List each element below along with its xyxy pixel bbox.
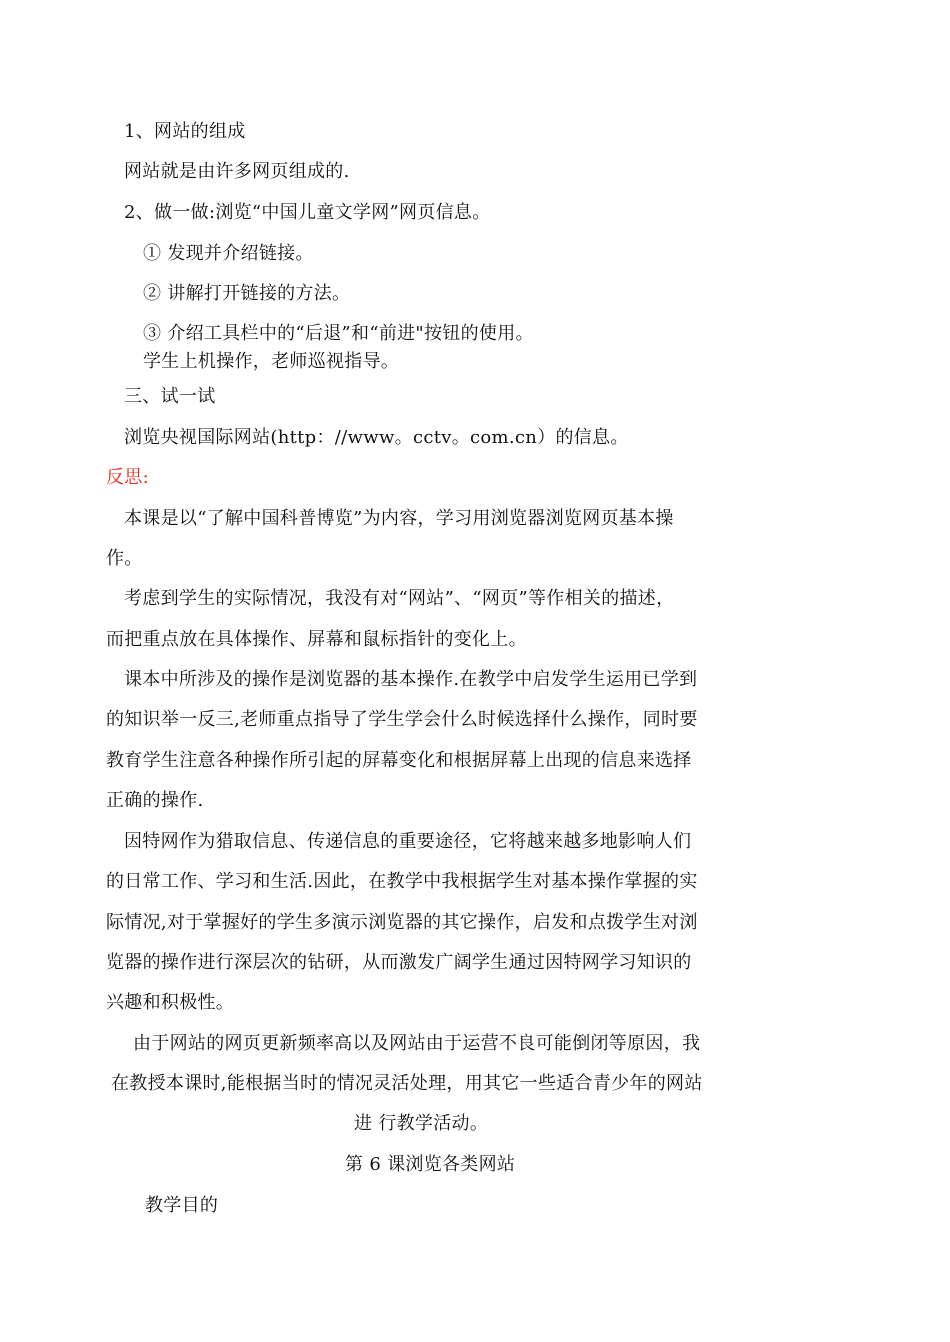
reflection-p3-line-1: 课本中所涉及的操作是浏览器的基本操作.在教学中启发学生运用已学到 [124, 669, 698, 690]
section1-heading: 1、网站的组成 [124, 121, 246, 142]
section2-heading: 2、做一做:浏览“中国儿童文学网”网页信息。 [124, 202, 491, 223]
reflection-p4-line-1: 因特网作为猎取信息、传递信息的重要途径，它将越来越多地影响人们 [124, 831, 692, 852]
reflection-p4-line-2: 的日常工作、学习和生活.因此，在教学中我根据学生对基本操作掌握的实 [106, 871, 698, 892]
reflection-label: 反思: [106, 467, 149, 488]
section3-text: 浏览央视国际网站(http：//www。cctv。com.cn）的信息。 [124, 427, 629, 448]
reflection-p5-line-3: 进 行教学活动。 [354, 1113, 489, 1134]
section1-text: 网站就是由许多网页组成的. [124, 161, 350, 182]
section3-heading: 三、试一试 [124, 386, 216, 407]
next-lesson-title: 第 6 课浏览各类网站 [345, 1154, 516, 1175]
reflection-p5-line-1: 由于网站的网页更新频率高以及网站由于运营不良可能倒闭等原因，我 [133, 1033, 701, 1054]
reflection-p2-line-1: 考虑到学生的实际情况，我没有对“网站”、“网页”等作相关的描述， [124, 588, 675, 609]
reflection-p4-line-5: 兴趣和积极性。 [106, 992, 235, 1013]
reflection-p2-line-2: 而把重点放在具体操作、屏幕和鼠标指针的变化上。 [106, 629, 527, 650]
reflection-p3-line-4: 正确的操作. [106, 790, 204, 811]
reflection-p4-line-3: 际情况,对于掌握好的学生多演示浏览器的其它操作，启发和点拨学生对浏 [106, 912, 698, 933]
reflection-p1-line-2: 作。 [106, 548, 143, 569]
section2-practice: 学生上机操作，老师巡视指导。 [143, 351, 400, 372]
reflection-p4-line-4: 览器的操作进行深层次的钻研，从而激发广阔学生通过因特网学习知识的 [106, 952, 692, 973]
section2-item-3: ③ 介绍工具栏中的“后退”和“前进"按钮的使用。 [143, 323, 534, 344]
next-lesson-subheading: 教学目的 [145, 1195, 219, 1216]
reflection-p3-line-3: 教育学生注意各种操作所引起的屏幕变化和根据屏幕上出现的信息来选择 [106, 750, 692, 771]
reflection-p3-line-2: 的知识举一反三,老师重点指导了学生学会什么时候选择什么操作，同时要 [106, 709, 698, 730]
section2-item-2: ② 讲解打开链接的方法。 [143, 283, 351, 304]
reflection-p5-line-2: 在教授本课时,能根据当时的情况灵活处理，用其它一些适合青少年的网站 [111, 1073, 703, 1094]
reflection-p1-line-1: 本课是以“了解中国科普博览”为内容，学习用浏览器浏览网页基本操 [124, 508, 674, 529]
section2-item-1: ① 发现并介绍链接。 [143, 243, 314, 264]
